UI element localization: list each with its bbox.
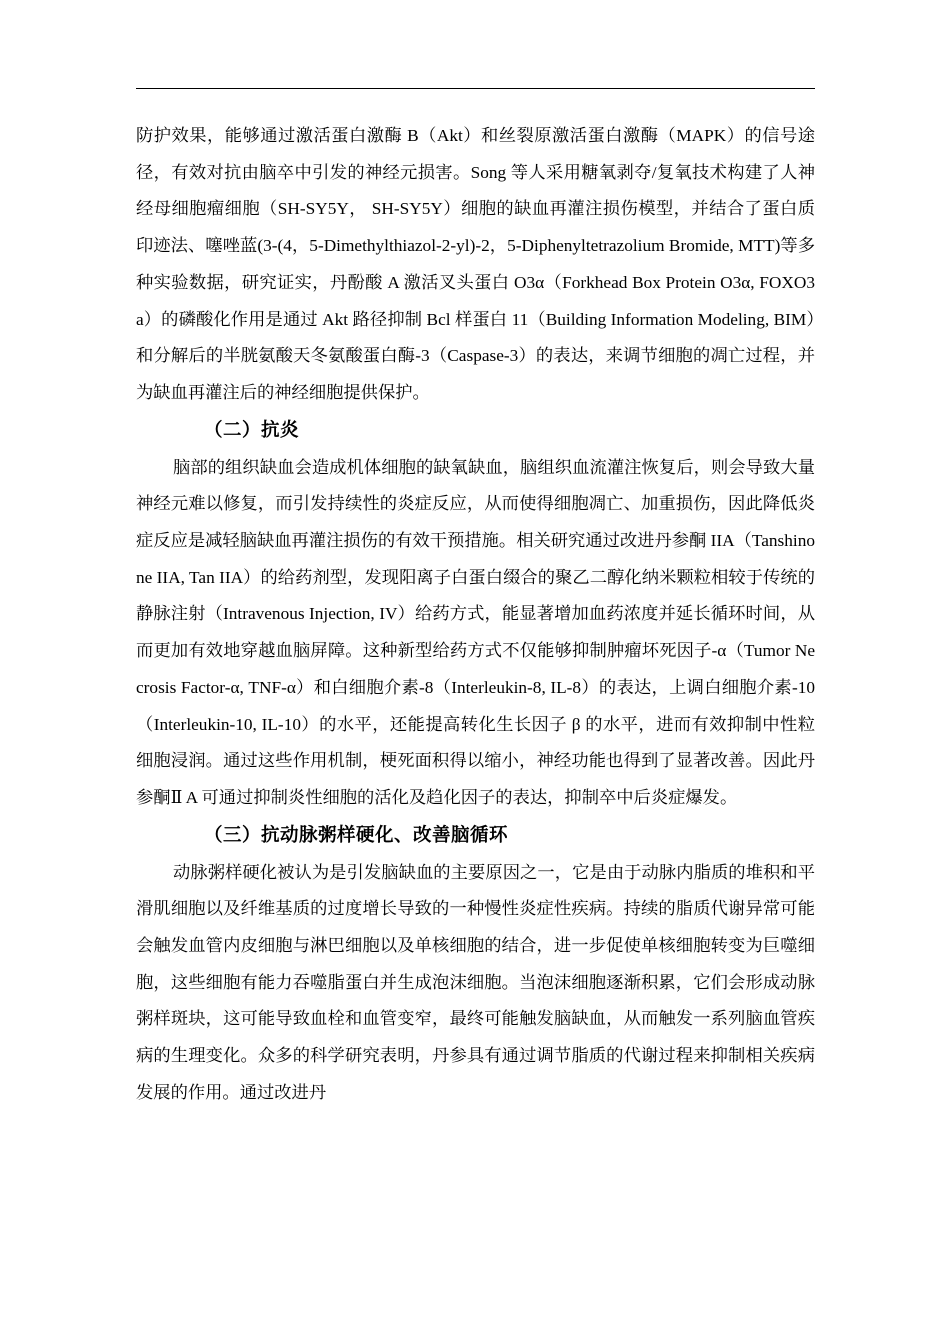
section-heading-anti-atherosclerosis: （三）抗动脉粥样硬化、改善脑循环 xyxy=(204,824,509,846)
paragraph-neuroprotection: 防护效果，能够通过激活蛋白激酶 B（Akt）和丝裂原激活蛋白激酶（MAPK）的信号途径，有效对抗由脑卒中引发的神经元损害。Song 等人采用糖氧剥夺/复氧技术构建了人神经母细胞瘤细胞（SH-SY5Y， SH-SY5Y）细胞的缺血再灌注损伤模型，并结合了蛋白质印迹法、噻唑蓝(3-(4，5-Dimethylthiazol-2-yl)-2，5-Diphenyltetrazolium Bromide, MTT)等多种实验数据，研究证实，丹酚酸 A 激活叉头蛋白 O3α（Forkhead Box Protein O3α, FOXO3a）的磷酸化作用是通过 Akt 路径抑制 Bcl 样蛋白 11（Building Information Modeling, BIM）和分解后的半胱氨酸天冬氨酸蛋白酶-3（Caspase-3）的表达，来调节细胞的凋亡过程，并为缺血再灌注后的神经细胞提供保护。 xyxy=(136,126,815,402)
paragraph-anti-atherosclerosis: 动脉粥样硬化被认为是引发脑缺血的主要原因之一，它是由于动脉内脂质的堆积和平滑肌细胞以及纤维基质的过度增长导致的一种慢性炎症性疾病。持续的脂质代谢异常可能会触发血管内皮细胞与淋巴细胞以及单核细胞的结合，进一步促使单核细胞转变为巨噬细胞，这些细胞有能力吞噬脂蛋白并生成泡沫细胞。当泡沫细胞逐渐积累，它们会形成动脉粥样斑块，这可能导致血栓和血管变窄，最终可能触发脑缺血，从而触发一系列脑血管疾病的生理变化。众多的科学研究表明，丹参具有通过调节脂质的代谢过程来抑制相关疾病发展的作用。通过改进丹 xyxy=(136,862,815,1102)
paragraph-anti-inflammation: 脑部的组织缺血会造成机体细胞的缺氧缺血，脑组织血流灌注恢复后，则会导致大量神经元难以修复，而引发持续性的炎症反应，从而使得细胞凋亡、加重损伤，因此降低炎症反应是减轻脑缺血再灌注损伤的有效干预措施。相关研究通过改进丹参酮 IIA（Tanshinone IIA, Tan IIA）的给药剂型，发现阳离子白蛋白缀合的聚乙二醇化纳米颗粒相较于传统的静脉注射（Intravenous Injection, IV）给药方式，能显著增加血药浓度并延长循环时间，从而更加有效地穿越血脑屏障。这种新型给药方式不仅能够抑制肿瘤坏死因子-α（Tumor Necrosis Factor-α, TNF-α）和白细胞介素-8（Interleukin-8, IL-8）的表达，上调白细胞介素-10（Interleukin-10, IL-10）的水平，还能提高转化生长因子 β 的水平，进而有效抑制中性粒细胞浸润。通过这些作用机制，梗死面积得以缩小，神经功能也得到了显著改善。因此丹参酮Ⅱ A 可通过抑制炎性细胞的活化及趋化因子的表达，抑制卒中后炎症爆发。 xyxy=(136,457,815,807)
header-rule xyxy=(136,88,815,89)
section-heading-anti-inflammation: （二）抗炎 xyxy=(204,419,300,441)
document-body xyxy=(136,118,815,1112)
